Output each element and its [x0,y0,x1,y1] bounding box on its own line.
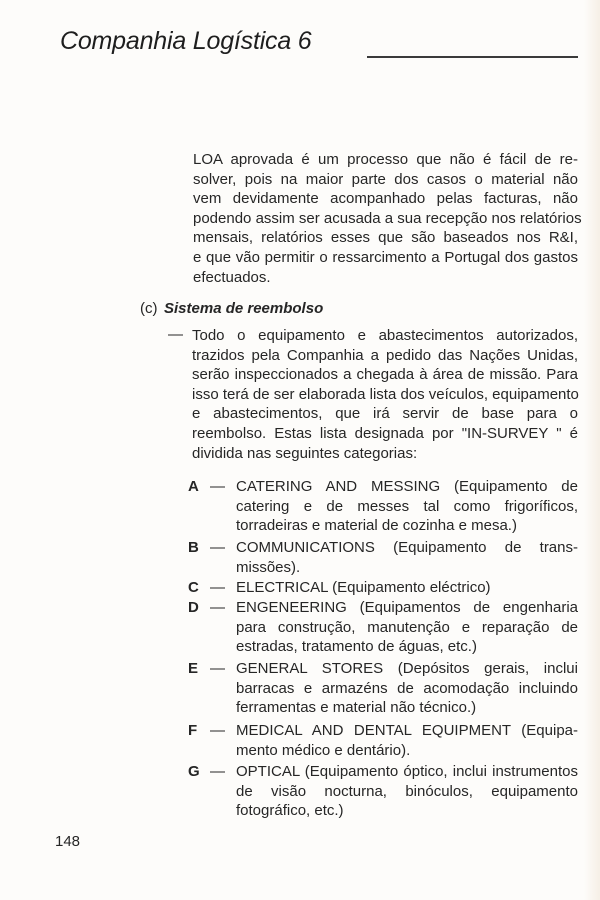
text-line: dividida nas seguintes categorias: [192,444,418,462]
category-letter: B [188,539,199,556]
text-line: isso terá de ser elaborada lista dos veículos, equipamento [192,385,579,403]
page-number: 148 [55,833,81,850]
text-line: mento médico e dentário). [236,741,411,759]
text-line: para construção, manutenção e reparação de [236,618,578,636]
em-dash: — [210,478,225,495]
text-line: OPTICAL (Equipamento óptico, inclui instrumentos [236,763,578,780]
text-line: barracas e armazéns de acomodação incluindo [236,679,578,697]
em-dash: — [210,763,225,780]
text-line: e abastecimentos, que irá servir de base para o [192,405,578,423]
text-line: MEDICAL AND DENTAL EQUIPMENT (Equipa- [236,722,578,739]
category-letter: E [188,660,199,677]
em-dash: — [210,539,225,556]
section-label: (c) [140,300,158,317]
em-dash: — [210,660,225,677]
text-line: Todo o equipamento e abastecimentos autorizados, [192,327,578,344]
text-line: CATERING AND MESSING (Equipamento de [236,478,578,495]
text-line: ELECTRICAL (Equipamento eléctrico) [236,579,491,596]
text-line: solver, pois na maior parte dos casos o material não [193,170,578,188]
em-dash: — [168,326,183,343]
text-line: e que vão permitir o ressarcimento a Portugal dos gastos [193,248,578,266]
page-edge-shading [584,0,600,900]
text-line: vem devidamente acompanhado pelas facturas, não [193,190,578,208]
text-line: ferramentas e material não técnico.) [236,699,477,717]
text-line: COMMUNICATIONS (Equipamento de trans- [236,539,578,556]
text-line: missões). [236,558,301,576]
intro-paragraph [193,150,582,287]
text-line: efectuados. [193,268,271,286]
text-line: mensais, relatórios esses que são baseados nos R&I, [193,229,578,247]
em-dash: — [210,722,225,739]
text-line: torradeiras e material de cozinha e mesa.) [236,517,517,535]
em-dash: — [210,579,225,596]
section-paragraph [192,326,578,463]
category-letter: G [188,763,200,780]
text-line: fotográfico, etc.) [236,802,344,820]
header-rule [367,56,578,58]
text-line: catering e de messes tal como frigoríficos, [236,497,578,515]
text-line: trazidos pela Companhia a pedido das Nações Unidas, [192,346,578,364]
category-letter: D [188,599,199,616]
em-dash: — [210,599,225,616]
text-line: GENERAL STORES (Depósitos gerais, inclui [236,660,578,677]
running-header-title: Companhia Logística 6 [60,27,312,55]
category-letter: F [188,722,198,739]
text-line: serão inspeccionados a chegada à área de missão. Para [192,366,578,384]
text-line: de visão nocturna, binóculos, equipamento [236,782,578,800]
text-line: reembolso. Estas lista designada por "IN-SURVEY " é [192,424,578,442]
category-letter: A [188,478,199,495]
text-line: LOA aprovada é um processo que não é fácil de re- [193,151,578,168]
text-line: ENGENEERING (Equipamentos de engenharia [236,599,578,616]
section-title: Sistema de reembolso [164,300,324,317]
category-letter: C [188,579,199,596]
text-line: estradas, tratamento de águas, etc.) [236,638,477,656]
text-line: podendo assim ser acusada a sua recepção nos relatórios [193,209,582,227]
